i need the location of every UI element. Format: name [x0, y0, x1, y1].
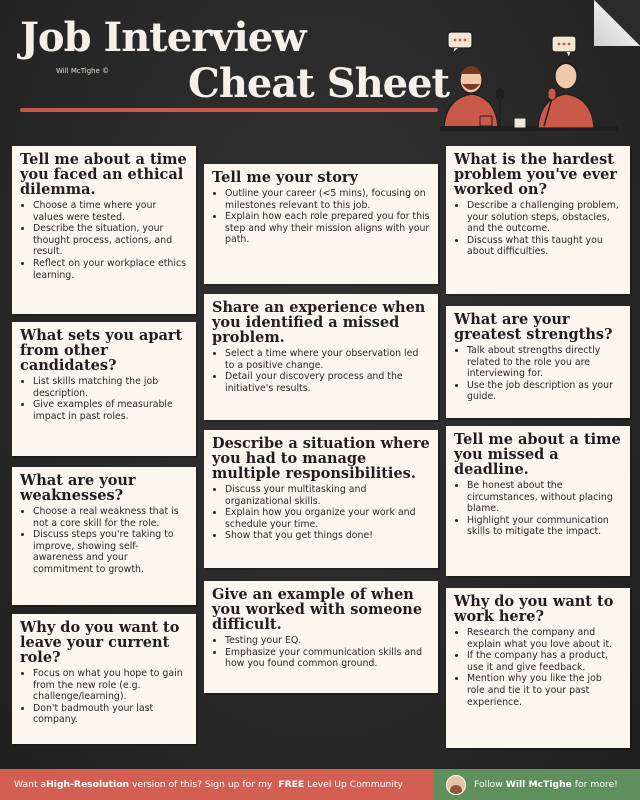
bullet: • Discuss steps you're taking to improve, showing self-awareness and your commitment to growth. [33, 529, 188, 575]
bullet: • Mention why you like the job role and tie it to your past experience. [467, 673, 622, 708]
card-title: Describe a situation where you had to manage multiple responsibilities. [212, 435, 430, 482]
card-bullets [20, 506, 188, 576]
bullet: • List skills matching the job description. [33, 376, 188, 399]
bullet: • If the company has a product, use it and give feedback. [467, 650, 622, 673]
card-weaknesses [12, 467, 196, 605]
card-title: Why do you want to work here? [454, 593, 614, 625]
card-title: What are your weaknesses? [20, 472, 136, 504]
footer-text: Want a [14, 779, 47, 790]
bullet: • Detail your discovery process and the initiative's results. [225, 371, 430, 394]
bullet: • Select a time where your observation led to a positive change. [225, 348, 430, 371]
card-bullets [454, 345, 622, 403]
card-title: What are your greatest strengths? [454, 311, 613, 343]
card-leave-current-role [12, 614, 196, 744]
footer-text-bold: High-Resolution [46, 779, 130, 790]
card-title: Tell me about a time you faced an ethical dilemma. [20, 151, 187, 198]
bullet: • Explain how you organize your work and schedule your time. [225, 507, 430, 530]
bullet: • Choose a time where your values were tested. [33, 200, 188, 223]
bullet: • Use the job description as your guide. [467, 380, 622, 403]
card-bullets [212, 484, 430, 542]
card-bullets [212, 348, 430, 394]
card-title: Give an example of when you worked with someone difficult. [212, 586, 423, 633]
card-missed-problem [204, 294, 438, 420]
speech-bubble-icon [448, 32, 472, 54]
card-title: Share an experience when you identified a missed problem. [212, 299, 426, 346]
bullet: • Highlight your communication skills to mitigate the impact. [467, 515, 622, 538]
bullet: • Discuss your multitasking and organizational skills. [225, 484, 430, 507]
bullet: • Choose a real weakness that is not a core skill for the role. [33, 506, 188, 529]
card-missed-deadline [446, 426, 630, 576]
bullet: • Research the company and explain what you love about it. [467, 627, 622, 650]
bullet: • Emphasize your communication skills and how you found common ground. [225, 647, 430, 670]
bullet: • Testing your EQ. [225, 635, 430, 647]
bullet: • Focus on what you hope to gain from the new role (e.g. challenge/learning). [33, 668, 188, 703]
card-tell-your-story [204, 164, 438, 284]
card-title: What sets you apart from other candidates? [20, 327, 183, 374]
interview-illustration [440, 28, 618, 140]
footer-text: Level Up Community [304, 779, 403, 790]
card-title: What is the hardest problem you've ever worked on? [454, 151, 618, 198]
follow-banner[interactable] [434, 769, 640, 800]
card-someone-difficult [204, 581, 438, 693]
card-bullets [454, 200, 622, 258]
footer-text: version of this? Sign up for my [129, 779, 276, 790]
footer-text-bold: Will McTighe [505, 779, 572, 790]
card-multiple-responsibilities [204, 430, 438, 568]
signup-banner[interactable] [0, 769, 434, 800]
title-line-1: Job Interview [20, 14, 306, 61]
bullet: • Discuss what this taught you about difficulties. [467, 235, 622, 258]
bullet: • Don't badmouth your last company. [33, 703, 188, 726]
footer-text: for more! [571, 779, 618, 790]
footer-text: Follow [474, 779, 506, 790]
card-ethical-dilemma [12, 146, 196, 314]
card-bullets [20, 376, 188, 422]
avatar-icon [446, 775, 466, 795]
bullet: • Describe a challenging problem, your solution steps, obstacles, and the outcome. [467, 200, 622, 235]
card-work-here [446, 588, 630, 748]
author-credit: Will McTighe © [56, 67, 110, 75]
bullet: • Describe the situation, your thought process, actions, and result. [33, 223, 188, 258]
card-title: Tell me about a time you missed a deadline. [454, 431, 621, 478]
bullet: • Outline your career (<5 mins), focusing on milestones relevant to this job. [225, 188, 430, 211]
title-underline [20, 108, 438, 112]
card-greatest-strengths [446, 306, 630, 418]
speech-bubble-icon [552, 36, 576, 58]
bullet: • Reflect on your workplace ethics learning. [33, 258, 188, 281]
bullet: • Show that you get things done! [225, 530, 430, 542]
card-bullets [212, 188, 430, 246]
title-line-2: Cheat Sheet [188, 60, 450, 107]
footer-bar [0, 769, 640, 800]
footer-text-bold: FREE [278, 779, 305, 790]
card-title: Tell me your story [212, 169, 358, 186]
bullet: • Talk about strengths directly related to the role you are interviewing for. [467, 345, 622, 380]
card-bullets [454, 627, 622, 708]
card-sets-you-apart [12, 322, 196, 456]
bullet: • Explain how each role prepared you for this step and why their mission aligns with your path. [225, 211, 430, 246]
card-bullets [454, 480, 622, 538]
card-bullets [20, 668, 188, 726]
card-bullets [20, 200, 188, 281]
bullet: • Give examples of measurable impact in past roles. [33, 399, 188, 422]
card-hardest-problem [446, 146, 630, 294]
card-title: Why do you want to leave your current role? [20, 619, 180, 666]
card-bullets [212, 635, 430, 670]
bullet: • Be honest about the circumstances, without placing blame. [467, 480, 622, 515]
